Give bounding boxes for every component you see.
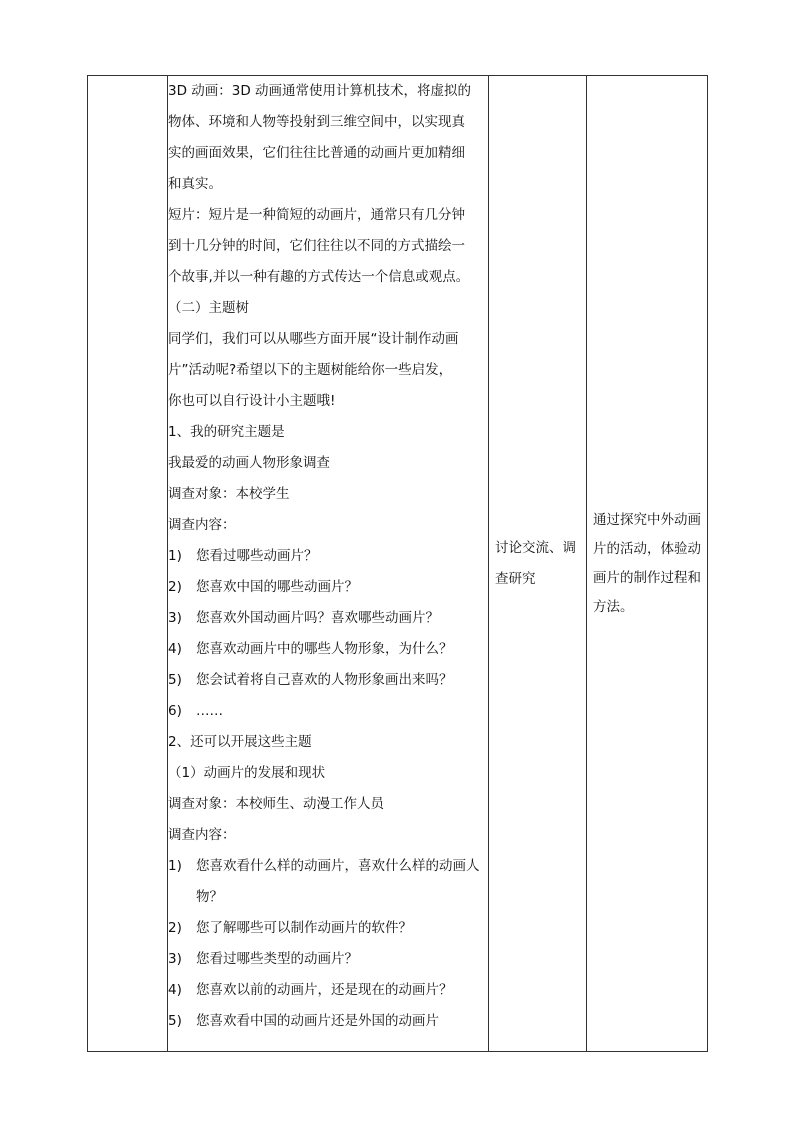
paragraph-line: 调查内容： [168,827,236,843]
list-item [168,944,488,975]
goal-cell [587,76,708,1052]
list-number: 5) [168,1013,182,1029]
paragraph-line: 同学们，我们可以从哪些方面开展“设计制作动画 [168,331,459,347]
paragraph-line: 片”活动呢?希望以下的主题树能给你一些启发， [168,362,453,378]
list-number: 3) [168,951,182,967]
list-number: 4) [168,982,182,998]
list-number: 2) [168,579,182,595]
list-text: 您会试着将自己喜欢的人物形象画出来吗？ [196,672,453,688]
paragraph-line: 短片：短片是一种简短的动画片，通常只有几分钟 [168,207,465,223]
list-number: 6) [168,703,182,719]
method-text: 讨论交流、调查研究 [495,539,576,587]
list-text: …… [196,703,223,719]
list-item [168,634,488,665]
paragraph-line: 我最爱的动画人物形象调查 [168,455,330,471]
list-item [168,665,488,696]
list-number: 1) [168,858,182,874]
section-heading: 2、还可以开展这些主题 [168,734,312,750]
paragraph-line: 到十几分钟的时间，它们往往以不同的方式描绘一 [168,238,465,254]
list-text: 您看过哪些类型的动画片？ [196,951,358,967]
goal-text: 通过探究中外动画片的活动，体验动画片的制作过程和方法。 [593,511,701,615]
list-item [168,913,488,944]
content-cell [168,76,489,1052]
subsection-heading: （1）动画片的发展和现状 [168,765,326,781]
paragraph-line: 3D 动画：3D 动画通常使用计算机技术，将虚拟的 [168,83,472,99]
paragraph-line: 调查对象：本校师生、动漫工作人员 [168,796,384,812]
list-number: 2) [168,920,182,936]
list-number: 5) [168,672,182,688]
blank-cell [88,76,168,1052]
paragraph-line: 1、我的研究主题是 [168,424,285,440]
paragraph-line: 实的画面效果，它们往往比普通的动画片更加精细 [168,145,465,161]
list-text: 您喜欢动画片中的哪些人物形象，为什么？ [196,641,453,657]
list-number: 3) [168,610,182,626]
list-number: 4) [168,641,182,657]
method-cell [489,76,587,1052]
list-text: 您喜欢外国动画片吗？喜欢哪些动画片？ [196,610,439,626]
list-number: 1) [168,548,182,564]
list-item [168,1006,488,1037]
list-text: 您看过哪些动画片？ [196,548,318,564]
list-text: 您喜欢看什么样的动画片，喜欢什么样的动画人物？ [196,858,480,905]
list-text: 您喜欢看中国的动画片还是外国的动画片 [196,1013,439,1029]
paragraph-line: 和真实。 [168,176,222,192]
section-heading: （二）主题树 [168,300,249,316]
list-item [168,975,488,1006]
list-item [168,541,488,572]
list-text: 您喜欢以前的动画片，还是现在的动画片？ [196,982,453,998]
table-row [88,76,708,1052]
paragraph-line: 调查内容： [168,517,236,533]
paragraph-line: 你也可以自行设计小主题哦! [168,393,336,409]
list-text: 您喜欢中国的哪些动画片？ [196,579,358,595]
lesson-plan-table [87,75,708,1052]
list-item [168,851,488,913]
list-item [168,572,488,603]
paragraph-line: 调查对象：本校学生 [168,486,290,502]
list-text: 您了解哪些可以制作动画片的软件？ [196,920,412,936]
paragraph-line: 个故事,并以一种有趣的方式传达一个信息或观点。 [168,269,470,285]
paragraph-line: 物体、环境和人物等投射到三维空间中，以实现真 [168,114,465,130]
list-item [168,696,488,727]
list-item [168,603,488,634]
